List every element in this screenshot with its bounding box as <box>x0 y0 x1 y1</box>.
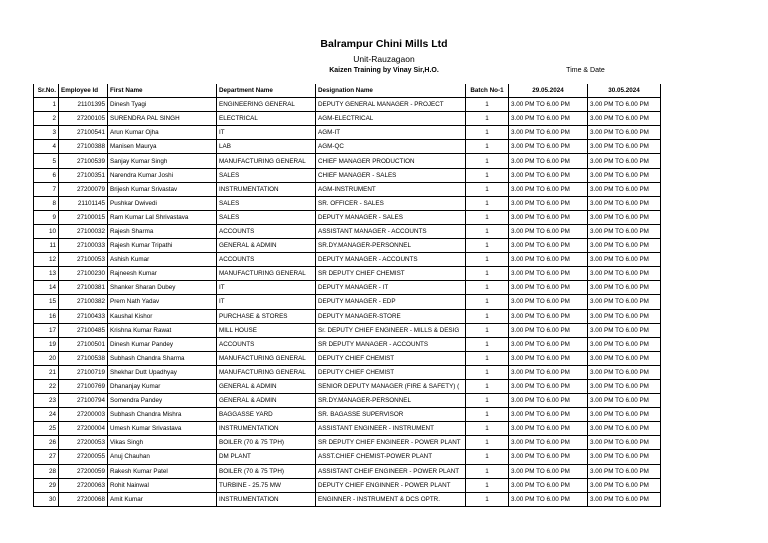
table-row <box>34 478 661 492</box>
cell-designation: AGM-INSTRUMENT <box>316 182 466 196</box>
cell-employee-id: 27100033 <box>59 239 108 253</box>
cell-batch: 1 <box>466 267 509 281</box>
cell-batch: 1 <box>466 154 509 168</box>
cell-first-name: SURENDRA PAL SINGH <box>108 112 217 126</box>
cell-date-2: 3.00 PM TO 6.00 PM <box>588 323 661 337</box>
cell-first-name: Ashish Kumar <box>108 253 217 267</box>
cell-employee-id: 27100351 <box>59 168 108 182</box>
cell-designation: DEPUTY CHIEF CHEMIST <box>316 351 466 365</box>
cell-batch: 1 <box>466 323 509 337</box>
cell-designation: DEPUTY MANAGER - ACCOUNTS <box>316 253 466 267</box>
cell-date-1: 3.00 PM TO 6.00 PM <box>509 492 588 506</box>
cell-department: GENERAL & ADMIN <box>217 394 316 408</box>
cell-employee-id: 27100433 <box>59 309 108 323</box>
cell-employee-id: 27200003 <box>59 408 108 422</box>
time-date-label: Time & Date <box>566 67 605 74</box>
cell-date-2: 3.00 PM TO 6.00 PM <box>588 239 661 253</box>
cell-department: ELECTRICAL <box>217 112 316 126</box>
cell-date-2: 3.00 PM TO 6.00 PM <box>588 140 661 154</box>
cell-department: BAGGASSE YARD <box>217 408 316 422</box>
cell-date-2: 3.00 PM TO 6.00 PM <box>588 309 661 323</box>
cell-first-name: Shekhar Dutt Upadhyay <box>108 365 217 379</box>
cell-employee-id: 27100719 <box>59 365 108 379</box>
cell-department: BOILER (70 & 75 TPH) <box>217 436 316 450</box>
cell-designation: DEPUTY MANAGER-STORE <box>316 309 466 323</box>
cell-sr-no: 16 <box>34 309 59 323</box>
cell-first-name: Brijesh Kumar Srivastav <box>108 182 217 196</box>
cell-first-name: Sanjay Kumar Singh <box>108 154 217 168</box>
table-row <box>34 450 661 464</box>
cell-designation: DEPUTY GENERAL MANAGER - PROJECT <box>316 98 466 112</box>
table-row <box>34 182 661 196</box>
cell-sr-no: 17 <box>34 323 59 337</box>
cell-sr-no: 4 <box>34 140 59 154</box>
cell-date-1: 3.00 PM TO 6.00 PM <box>509 365 588 379</box>
cell-designation: AGM-QC <box>316 140 466 154</box>
cell-first-name: Umesh Kumar Srivastava <box>108 422 217 436</box>
cell-employee-id: 27100538 <box>59 351 108 365</box>
cell-first-name: Shanker Sharan Dubey <box>108 281 217 295</box>
cell-department: INSTRUMENTATION <box>217 422 316 436</box>
cell-employee-id: 27100388 <box>59 140 108 154</box>
cell-employee-id: 27100230 <box>59 267 108 281</box>
cell-date-1: 3.00 PM TO 6.00 PM <box>509 140 588 154</box>
cell-batch: 1 <box>466 140 509 154</box>
table-row <box>34 323 661 337</box>
cell-date-1: 3.00 PM TO 6.00 PM <box>509 337 588 351</box>
table-row <box>34 239 661 253</box>
table-row <box>34 224 661 238</box>
company-title: Balrampur Chini Mills Ltd <box>320 38 448 50</box>
unit-subtitle: Unit-Rauzagaon <box>353 54 415 64</box>
cell-designation: ENGINNER - INSTRUMENT & DCS OPTR. <box>316 492 466 506</box>
cell-date-2: 3.00 PM TO 6.00 PM <box>588 224 661 238</box>
cell-employee-id: 27100485 <box>59 323 108 337</box>
cell-batch: 1 <box>466 239 509 253</box>
table-row <box>34 112 661 126</box>
cell-batch: 1 <box>466 422 509 436</box>
cell-sr-no: 3 <box>34 126 59 140</box>
cell-department: IT <box>217 281 316 295</box>
table-row <box>34 98 661 112</box>
cell-department: MANUFACTURING GENERAL <box>217 154 316 168</box>
header-date-2: 30.05.2024 <box>588 84 661 98</box>
cell-first-name: Somendra Pandey <box>108 394 217 408</box>
cell-designation: SR DEPUTY CHIEF ENGINEER - POWER PLANT <box>316 436 466 450</box>
cell-batch: 1 <box>466 253 509 267</box>
cell-first-name: Amit Kumar <box>108 492 217 506</box>
cell-designation: ASSISTANT MANAGER - ACCOUNTS <box>316 224 466 238</box>
cell-date-2: 3.00 PM TO 6.00 PM <box>588 154 661 168</box>
cell-date-1: 3.00 PM TO 6.00 PM <box>509 168 588 182</box>
table-row <box>34 140 661 154</box>
cell-employee-id: 27200105 <box>59 112 108 126</box>
cell-date-1: 3.00 PM TO 6.00 PM <box>509 394 588 408</box>
cell-date-2: 3.00 PM TO 6.00 PM <box>588 210 661 224</box>
cell-date-1: 3.00 PM TO 6.00 PM <box>509 408 588 422</box>
cell-sr-no: 24 <box>34 408 59 422</box>
cell-designation: DEPUTY MANAGER - SALES <box>316 210 466 224</box>
table-row <box>34 267 661 281</box>
cell-department: ACCOUNTS <box>217 253 316 267</box>
cell-batch: 1 <box>466 337 509 351</box>
cell-sr-no: 13 <box>34 267 59 281</box>
cell-sr-no: 5 <box>34 154 59 168</box>
cell-sr-no: 26 <box>34 436 59 450</box>
cell-department: SALES <box>217 196 316 210</box>
cell-batch: 1 <box>466 492 509 506</box>
cell-sr-no: 2 <box>34 112 59 126</box>
table-row <box>34 351 661 365</box>
cell-date-2: 3.00 PM TO 6.00 PM <box>588 450 661 464</box>
cell-sr-no: 15 <box>34 295 59 309</box>
cell-first-name: Manisen Maurya <box>108 140 217 154</box>
cell-sr-no: 10 <box>34 224 59 238</box>
cell-date-1: 3.00 PM TO 6.00 PM <box>509 379 588 393</box>
cell-date-1: 3.00 PM TO 6.00 PM <box>509 210 588 224</box>
cell-designation: SR.DY.MANAGER-PERSONNEL <box>316 239 466 253</box>
cell-department: IT <box>217 126 316 140</box>
table-row <box>34 492 661 506</box>
cell-employee-id: 27200068 <box>59 492 108 506</box>
table-row <box>34 154 661 168</box>
cell-employee-id: 27100032 <box>59 224 108 238</box>
cell-date-1: 3.00 PM TO 6.00 PM <box>509 154 588 168</box>
cell-date-2: 3.00 PM TO 6.00 PM <box>588 408 661 422</box>
cell-department: MILL HOUSE <box>217 323 316 337</box>
cell-date-2: 3.00 PM TO 6.00 PM <box>588 98 661 112</box>
cell-sr-no: 20 <box>34 351 59 365</box>
cell-date-2: 3.00 PM TO 6.00 PM <box>588 253 661 267</box>
header-designation: Designation Name <box>316 84 466 98</box>
table-row <box>34 309 661 323</box>
cell-employee-id: 27200059 <box>59 464 108 478</box>
cell-department: INSTRUMENTATION <box>217 492 316 506</box>
cell-date-1: 3.00 PM TO 6.00 PM <box>509 436 588 450</box>
cell-date-1: 3.00 PM TO 6.00 PM <box>509 126 588 140</box>
table-row <box>34 281 661 295</box>
cell-date-1: 3.00 PM TO 6.00 PM <box>509 267 588 281</box>
cell-department: IT <box>217 295 316 309</box>
cell-employee-id: 27100541 <box>59 126 108 140</box>
cell-batch: 1 <box>466 394 509 408</box>
cell-employee-id: 27200063 <box>59 478 108 492</box>
cell-designation: SR.DY.MANAGER-PERSONNEL <box>316 394 466 408</box>
cell-date-1: 3.00 PM TO 6.00 PM <box>509 422 588 436</box>
table-row <box>34 295 661 309</box>
cell-designation: SENIOR DEPUTY MANAGER (FIRE & SAFETY) ( <box>316 379 466 393</box>
cell-sr-no: 30 <box>34 492 59 506</box>
cell-batch: 1 <box>466 126 509 140</box>
cell-date-1: 3.00 PM TO 6.00 PM <box>509 295 588 309</box>
cell-first-name: Rakesh Kumar Patel <box>108 464 217 478</box>
header-date-1: 29.05.2024 <box>509 84 588 98</box>
cell-designation: ASST.CHIEF CHEMIST-POWER PLANT <box>316 450 466 464</box>
cell-batch: 1 <box>466 464 509 478</box>
cell-sr-no: 29 <box>34 478 59 492</box>
cell-date-2: 3.00 PM TO 6.00 PM <box>588 295 661 309</box>
cell-date-2: 3.00 PM TO 6.00 PM <box>588 196 661 210</box>
cell-employee-id: 27100382 <box>59 295 108 309</box>
cell-first-name: Rajneesh Kumar <box>108 267 217 281</box>
cell-sr-no: 1 <box>34 98 59 112</box>
cell-first-name: Rohit Nainwal <box>108 478 217 492</box>
cell-date-1: 3.00 PM TO 6.00 PM <box>509 182 588 196</box>
cell-sr-no: 7 <box>34 182 59 196</box>
cell-first-name: Anuj Chauhan <box>108 450 217 464</box>
cell-first-name: Rajesh Sharma <box>108 224 217 238</box>
cell-date-2: 3.00 PM TO 6.00 PM <box>588 394 661 408</box>
cell-first-name: Subhash Chandra Mishra <box>108 408 217 422</box>
cell-department: ACCOUNTS <box>217 337 316 351</box>
header-employee-id: Employee Id <box>59 84 108 98</box>
cell-batch: 1 <box>466 210 509 224</box>
cell-date-1: 3.00 PM TO 6.00 PM <box>509 450 588 464</box>
cell-department: LAB <box>217 140 316 154</box>
cell-batch: 1 <box>466 196 509 210</box>
table-row <box>34 408 661 422</box>
cell-date-1: 3.00 PM TO 6.00 PM <box>509 224 588 238</box>
cell-batch: 1 <box>466 295 509 309</box>
cell-first-name: Dhananjay Kumar <box>108 379 217 393</box>
table-row <box>34 422 661 436</box>
cell-date-1: 3.00 PM TO 6.00 PM <box>509 239 588 253</box>
cell-sr-no: 27 <box>34 450 59 464</box>
cell-date-1: 3.00 PM TO 6.00 PM <box>509 112 588 126</box>
cell-department: TURBINE - 25.75 MW <box>217 478 316 492</box>
cell-designation: SR. OFFICER - SALES <box>316 196 466 210</box>
cell-department: GENERAL & ADMIN <box>217 379 316 393</box>
cell-date-2: 3.00 PM TO 6.00 PM <box>588 126 661 140</box>
cell-department: MANUFACTURING GENERAL <box>217 351 316 365</box>
cell-designation: AGM-IT <box>316 126 466 140</box>
table-header-row <box>34 84 661 98</box>
cell-department: SALES <box>217 210 316 224</box>
cell-employee-id: 27200055 <box>59 450 108 464</box>
cell-designation: ASSISTANT ENGINEER - INSTRUMENT <box>316 422 466 436</box>
cell-date-2: 3.00 PM TO 6.00 PM <box>588 436 661 450</box>
cell-employee-id: 27200004 <box>59 422 108 436</box>
cell-designation: DEPUTY MANAGER - IT <box>316 281 466 295</box>
cell-date-1: 3.00 PM TO 6.00 PM <box>509 98 588 112</box>
cell-sr-no: 9 <box>34 210 59 224</box>
cell-designation: CHIEF MANAGER PRODUCTION <box>316 154 466 168</box>
cell-sr-no: 21 <box>34 365 59 379</box>
cell-batch: 1 <box>466 281 509 295</box>
table-row <box>34 168 661 182</box>
cell-sr-no: 11 <box>34 239 59 253</box>
cell-date-2: 3.00 PM TO 6.00 PM <box>588 267 661 281</box>
cell-sr-no: 25 <box>34 422 59 436</box>
cell-department: MANUFACTURING GENERAL <box>217 365 316 379</box>
cell-batch: 1 <box>466 112 509 126</box>
cell-designation: Sr. DEPUTY CHIEF ENGINEER - MILLS & DESIG <box>316 323 466 337</box>
cell-date-2: 3.00 PM TO 6.00 PM <box>588 379 661 393</box>
training-schedule-table <box>33 84 661 507</box>
cell-employee-id: 21101145 <box>59 196 108 210</box>
cell-employee-id: 27100539 <box>59 154 108 168</box>
cell-first-name: Dinesh Tyagi <box>108 98 217 112</box>
cell-first-name: Krishna Kumar Rawat <box>108 323 217 337</box>
cell-department: PURCHASE & STORES <box>217 309 316 323</box>
table-row <box>34 436 661 450</box>
header-department: Department Name <box>217 84 316 98</box>
cell-employee-id: 27200053 <box>59 436 108 450</box>
header-sr-no: Sr.No. <box>34 84 59 98</box>
cell-sr-no: 23 <box>34 394 59 408</box>
cell-batch: 1 <box>466 365 509 379</box>
cell-date-2: 3.00 PM TO 6.00 PM <box>588 464 661 478</box>
cell-date-2: 3.00 PM TO 6.00 PM <box>588 478 661 492</box>
cell-employee-id: 27100015 <box>59 210 108 224</box>
table-row <box>34 365 661 379</box>
cell-first-name: Arun Kumar Ojha <box>108 126 217 140</box>
cell-batch: 1 <box>466 478 509 492</box>
cell-first-name: Prem Nath Yadav <box>108 295 217 309</box>
cell-date-2: 3.00 PM TO 6.00 PM <box>588 365 661 379</box>
cell-date-1: 3.00 PM TO 6.00 PM <box>509 281 588 295</box>
cell-batch: 1 <box>466 379 509 393</box>
cell-sr-no: 8 <box>34 196 59 210</box>
cell-sr-no: 6 <box>34 168 59 182</box>
cell-employee-id: 27100769 <box>59 379 108 393</box>
cell-batch: 1 <box>466 408 509 422</box>
cell-designation: DEPUTY CHIEF CHEMIST <box>316 365 466 379</box>
cell-sr-no: 22 <box>34 379 59 393</box>
cell-department: SALES <box>217 168 316 182</box>
table-row <box>34 126 661 140</box>
cell-date-1: 3.00 PM TO 6.00 PM <box>509 351 588 365</box>
cell-date-1: 3.00 PM TO 6.00 PM <box>509 196 588 210</box>
cell-first-name: Rajesh Kumar Tripathi <box>108 239 217 253</box>
cell-employee-id: 27100381 <box>59 281 108 295</box>
cell-first-name: Ram Kumar Lal Shrivastava <box>108 210 217 224</box>
cell-first-name: Subhash Chandra Sharma <box>108 351 217 365</box>
cell-department: DM PLANT <box>217 450 316 464</box>
cell-date-2: 3.00 PM TO 6.00 PM <box>588 337 661 351</box>
cell-date-2: 3.00 PM TO 6.00 PM <box>588 422 661 436</box>
cell-designation: DEPUTY MANAGER - EDP <box>316 295 466 309</box>
cell-department: MANUFACTURING GENERAL <box>217 267 316 281</box>
cell-batch: 1 <box>466 309 509 323</box>
cell-designation: AGM-ELECTRICAL <box>316 112 466 126</box>
cell-employee-id: 27100794 <box>59 394 108 408</box>
cell-department: BOILER (70 & 75 TPH) <box>217 464 316 478</box>
table-row <box>34 337 661 351</box>
cell-batch: 1 <box>466 168 509 182</box>
cell-date-2: 3.00 PM TO 6.00 PM <box>588 112 661 126</box>
cell-designation: SR DEPUTY CHIEF CHEMIST <box>316 267 466 281</box>
cell-batch: 1 <box>466 224 509 238</box>
table-row <box>34 210 661 224</box>
table-row <box>34 253 661 267</box>
cell-employee-id: 27100501 <box>59 337 108 351</box>
table-row <box>34 196 661 210</box>
training-subtitle: Kaizen Training by Vinay Sir,H.O. <box>329 67 439 74</box>
cell-designation: DEPUTY CHIEF ENGINNER - POWER PLANT <box>316 478 466 492</box>
cell-employee-id: 21101395 <box>59 98 108 112</box>
cell-date-2: 3.00 PM TO 6.00 PM <box>588 351 661 365</box>
cell-date-2: 3.00 PM TO 6.00 PM <box>588 168 661 182</box>
cell-batch: 1 <box>466 351 509 365</box>
cell-sr-no: 28 <box>34 464 59 478</box>
cell-date-1: 3.00 PM TO 6.00 PM <box>509 253 588 267</box>
cell-department: ACCOUNTS <box>217 224 316 238</box>
table-row <box>34 379 661 393</box>
cell-first-name: Dinesh Kumar Pandey <box>108 337 217 351</box>
cell-date-1: 3.00 PM TO 6.00 PM <box>509 478 588 492</box>
cell-batch: 1 <box>466 450 509 464</box>
cell-first-name: Pushkar Dwivedi <box>108 196 217 210</box>
cell-date-2: 3.00 PM TO 6.00 PM <box>588 182 661 196</box>
cell-first-name: Narendra Kumar Joshi <box>108 168 217 182</box>
cell-date-1: 3.00 PM TO 6.00 PM <box>509 464 588 478</box>
cell-employee-id: 27200079 <box>59 182 108 196</box>
cell-batch: 1 <box>466 436 509 450</box>
cell-sr-no: 12 <box>34 253 59 267</box>
cell-sr-no: 19 <box>34 337 59 351</box>
table-row <box>34 394 661 408</box>
header-batch: Batch No-1 <box>466 84 509 98</box>
cell-first-name: Kaushal Kishor <box>108 309 217 323</box>
cell-batch: 1 <box>466 98 509 112</box>
cell-employee-id: 27100053 <box>59 253 108 267</box>
cell-department: GENERAL & ADMIN <box>217 239 316 253</box>
cell-department: INSTRUMENTATION <box>217 182 316 196</box>
cell-date-1: 3.00 PM TO 6.00 PM <box>509 323 588 337</box>
cell-first-name: Vikas Singh <box>108 436 217 450</box>
cell-designation: ASSISTANT CHEIF ENGINEER - POWER PLANT <box>316 464 466 478</box>
header-first-name: First Name <box>108 84 217 98</box>
cell-designation: CHIEF MANAGER - SALES <box>316 168 466 182</box>
cell-department: ENGINEERING GENERAL <box>217 98 316 112</box>
cell-designation: SR DEPUTY MANAGER - ACCOUNTS <box>316 337 466 351</box>
table-body <box>34 98 661 507</box>
cell-date-1: 3.00 PM TO 6.00 PM <box>509 309 588 323</box>
cell-date-2: 3.00 PM TO 6.00 PM <box>588 281 661 295</box>
cell-sr-no: 14 <box>34 281 59 295</box>
cell-date-2: 3.00 PM TO 6.00 PM <box>588 492 661 506</box>
cell-batch: 1 <box>466 182 509 196</box>
cell-designation: SR. BAGASSE SUPERVISOR <box>316 408 466 422</box>
table-row <box>34 464 661 478</box>
